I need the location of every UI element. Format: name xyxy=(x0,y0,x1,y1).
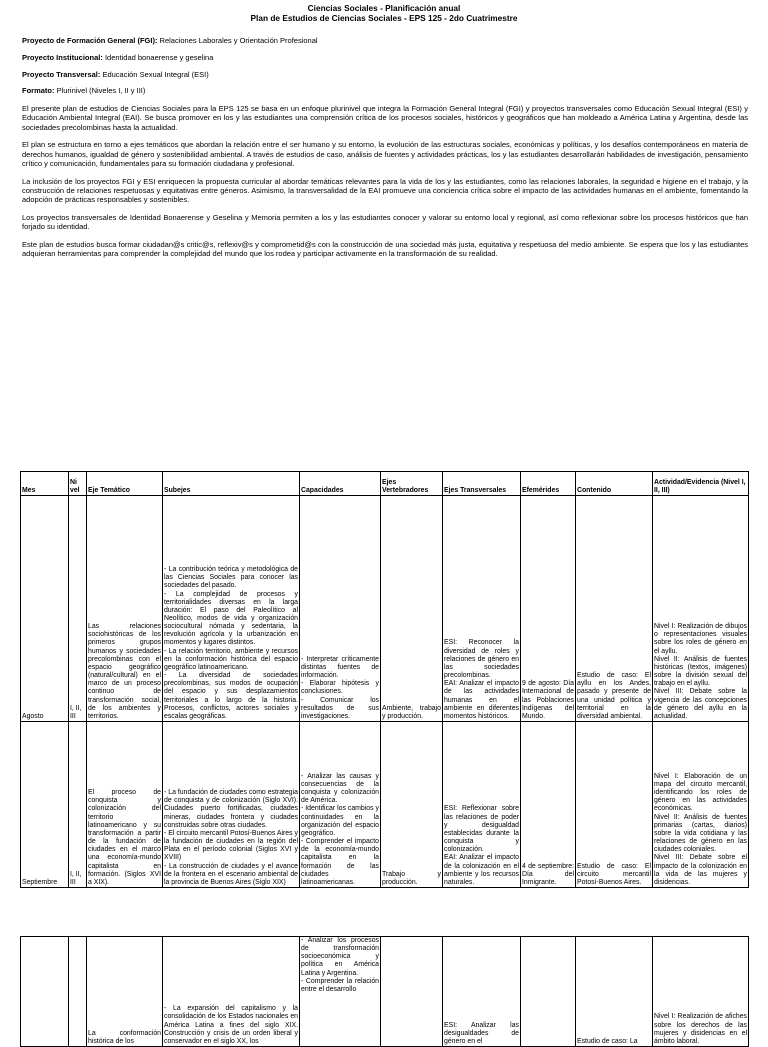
field-label: Formato: xyxy=(22,86,55,96)
field-formato xyxy=(22,86,748,95)
cell-vertebradores: Trabajo y producción. xyxy=(381,722,443,888)
cell-efemerides: 4 de septiembre: Día del Inmigrante. xyxy=(521,722,576,888)
cell-subejes: - La fundación de ciudades como estrategia de conquista y de colonización (Siglo XVI). Ciudades puerto fortificadas, ciudades mineras, ciudades frontera y ciudades construidas sobre otras ciudades. - El circuito mercantil Potosí-Buenos Aires y la fundación de ciudades en la región del Plata en el período colonial (Siglos XVI y XVIII) - La construcción de ciudades y el avance de la frontera en el escenario ambiental de la provincia de Buenos Aires (Siglo XIX) xyxy=(163,722,300,888)
table-row xyxy=(21,722,749,888)
cell-contenido: Estudio de caso: La xyxy=(576,937,653,1047)
field-label: Proyecto de Formación General (FGI): xyxy=(22,36,158,45)
table-row xyxy=(21,496,749,722)
cell-mes: Agosto xyxy=(21,496,69,722)
document-header xyxy=(0,4,768,23)
field-label: Proyecto Transversal: xyxy=(22,69,101,79)
header-subejes: Subejes xyxy=(163,472,300,496)
cell-nivel: I, II, III xyxy=(69,496,87,722)
header-nivel: Ni vel xyxy=(69,472,87,496)
paragraph: La inclusión de los proyectos FGI y ESI enriquecen la propuesta curricular al abordar temáticas relevantes para la vida de los y las estudiantes, como las relaciones laborales, la seguridad e higiene en el trabajo, y la construcción de relaciones respetuosas y equitativas entre géneros. Asimismo, la transversalidad de la EAI promueve una conciencia crítica sobre el impacto de las actividades humanas en el ambiente, fomentando la adopción de prácticas responsables y sostenibles. xyxy=(22,176,748,204)
header-contenido: Contenido xyxy=(576,472,653,496)
field-value: Plurinivel (Niveles I, II y III) xyxy=(54,86,146,96)
cell-vertebradores xyxy=(381,937,443,1047)
cell-actividad: Nivel I: Realización de afiches sobre los derechos de las mujeres y disidencias en el ámbito laboral. xyxy=(653,937,749,1047)
table-header-row xyxy=(21,472,749,496)
cell-efemerides xyxy=(521,937,576,1047)
cell-transversales: ESI: Reflexionar sobre las relaciones de poder y desigualdad establecidas durante la conquista y colonización. EAI: Analizar el impacto de la colonización en el ambiente y los recursos naturales. xyxy=(443,722,521,888)
document-subtitle: Plan de Estudios de Ciencias Sociales - EPS 125 - 2do Cuatrimestre xyxy=(250,12,518,23)
cell-actividad: Nivel I: Elaboración de un mapa del circuito mercantil, identificando los roles de género en las actividades económicas. Nivel II: Análisis de fuentes primarias (cartas, diarios) sobre la vida cotidiana y las relaciones de género en las ciudades coloniales. Nivel III: Debate sobre el impacto de la colonización en la vida de las mujeres y disidencias. xyxy=(653,722,749,888)
cell-eje: La conformación histórica de los xyxy=(87,937,163,1047)
cell-contenido: Estudio de caso: El circuito mercantil Potosí-Buenos Aires. xyxy=(576,722,653,888)
document-title: Ciencias Sociales - Planificación anual xyxy=(307,3,461,13)
paragraph: Este plan de estudios busca formar ciudadan@s critic@s, reflexiv@s y comprometid@s con la construcción de una sociedad más justa, equitativa y respetuosa del medio ambiente. Se espera que los y las estudiantes adquieran herramientas para comprender la complejidad del mundo que los rodea y participar activamente en la transformación de su realidad. xyxy=(22,239,748,258)
field-transversal xyxy=(22,70,748,79)
cell-transversales: ESI: Reconocer la diversidad de roles y relaciones de género en las sociedades precolombinas. EAI: Analizar el impacto de las actividades humanas en el ambiente en diferentes momentos históricos. xyxy=(443,496,521,722)
cell-capacidades: - Analizar las causas y consecuencias de la conquista y colonización de América. - Identificar los cambios y continuidades en la organización del espacio geográfico. - Comprender el impacto de la economía-mundo capitalista en la formación de las ciudades latinoamericanas. xyxy=(300,722,381,888)
header-capacidades: Capacidades xyxy=(300,472,381,496)
header-actividad: Actividad/Evidencia (Nivel I, II, III) xyxy=(653,472,749,496)
intro-section xyxy=(22,36,748,267)
field-value: Educación Sexual Integral (ESI) xyxy=(100,69,209,79)
cell-subejes: - La expansión del capitalismo y la consolidación de los Estados nacionales en América Latina a fines del siglo XIX. Construcción y crisis de un orden liberal y conservador en el siglo XX, los xyxy=(163,937,300,1047)
paragraph: El presente plan de estudios de Ciencias Sociales para la EPS 125 se basa en un enfoque plurinivel que integra la Formación General Integral (FGI) y proyectos transversales como Educación Sexual Integral (ESI) y Educación Ambiental Integral (EAI). Se busca promover en los y las estudiantes una comprensión crítica de los procesos sociales, históricos y geográficos que han moldeado a América Latina y Argentina, desde las sociedades precolombinas hasta la actualidad. xyxy=(22,104,748,132)
cell-actividad: Nivel I: Realización de dibujos o representaciones visuales sobre los roles de género en el ayllu. Nivel II: Análisis de fuentes históricas (textos, imágenes) sobre la división sexual del trabajo en el ayllu. Nivel III: Debate sobre la vigencia de las concepciones de género del ayllu en la actualidad. xyxy=(653,496,749,722)
field-label: Proyecto Institucional: xyxy=(22,52,103,62)
cell-efemerides: 9 de agosto: Día Internacional de las Poblaciones Indígenas del Mundo. xyxy=(521,496,576,722)
cell-mes xyxy=(21,937,69,1047)
cell-mes: Septiembre xyxy=(21,722,69,888)
field-institucional xyxy=(22,53,748,62)
planning-table xyxy=(20,471,749,888)
header-ejes-vertebradores: Ejes Vertebradores xyxy=(381,472,443,496)
header-eje-tematico: Eje Temático xyxy=(87,472,163,496)
cell-eje: El proceso de conquista y colonización del territorio latinoamericano y su transformación a partir de la fundación de ciudades en el marco una economía-mundo capitalista en formación. (Siglos XVI a XIX). xyxy=(87,722,163,888)
cell-vertebradores: Ambiente, trabajo y producción. xyxy=(381,496,443,722)
cell-contenido: Estudio de caso: El ayllu en los Andes, pasado y presente de una unidad política y territorial en la diversidad ambiental. xyxy=(576,496,653,722)
cell-eje: Las relaciones sociohistóricas de los primeros grupos humanos y sociedades precolombinas con el espacio geográfico (natural/cultural) en el marco de un proceso continuo de transformación social, de los ambientes y territorios. xyxy=(87,496,163,722)
paragraph: El plan se estructura en torno a ejes temáticos que abordan la relación entre el ser humano y su entorno, la evolución de las estructuras sociales, económicas y políticas, y los desafíos contemporáneos en materia de derechos humanos, igualdad de género y sostenibilidad ambiental. A través de estudios de caso, análisis de fuentes y actividades prácticas, los y las estudiantes desarrollarán habilidades de investigación, pensamiento crítico y comunicación, fundamentales para su formación ciudadana y profesional. xyxy=(22,140,748,168)
header-mes: Mes xyxy=(21,472,69,496)
table-row xyxy=(21,937,749,1047)
cell-transversales: ESI: Analizar las desigualdades de género en el xyxy=(443,937,521,1047)
cell-nivel xyxy=(69,937,87,1047)
field-value: Relaciones Laborales y Orientación Profesional xyxy=(157,36,318,45)
header-ejes-transversales: Ejes Transversales xyxy=(443,472,521,496)
field-value: Identidad bonaerense y geselina xyxy=(102,52,214,62)
header-efemerides: Efemérides xyxy=(521,472,576,496)
cell-capacidades: - Analizar los procesos de transformación socioeconómica y política en América Latina y Argentina. - Comprender la relación entre el desarrollo xyxy=(300,937,381,1047)
planning-table-continued xyxy=(20,936,749,1047)
cell-subejes: - La contribución teórica y metodológica de las Ciencias Sociales para conocer las sociedades del pasado. - La complejidad de procesos y territorialidades diversas en la larga duración: El paso del Paleolítico al Neolítico, modos de vida y organización sociocultural nómada y sedentaria, la revolución agrícola y la urbanización en momentos y lugares distintos. - La relación territorio, ambiente y recursos en la conformación histórica del espacio geográfico latinoamericano. - La diversidad de sociedades precolombinas, sus modos de ocupación del espacio y sus desplazamientos territoriales a lo largo de la historia. Procesos, conflictos, actores sociales y escalas geográficas. xyxy=(163,496,300,722)
cell-nivel: I, II, III xyxy=(69,722,87,888)
cell-capacidades: - Interpretar críticamente distintas fuentes de información. - Elaborar hipótesis y conclusiones. - Comunicar los resultados de sus investigaciones. xyxy=(300,496,381,722)
field-fgi xyxy=(22,36,748,45)
paragraph: Los proyectos transversales de Identidad Bonaerense y Geselina y Memoria permiten a los y las estudiantes conocer y valorar su entorno local y regional, así como reflexionar sobre los procesos históricos que han forjado su identidad. xyxy=(22,212,748,231)
